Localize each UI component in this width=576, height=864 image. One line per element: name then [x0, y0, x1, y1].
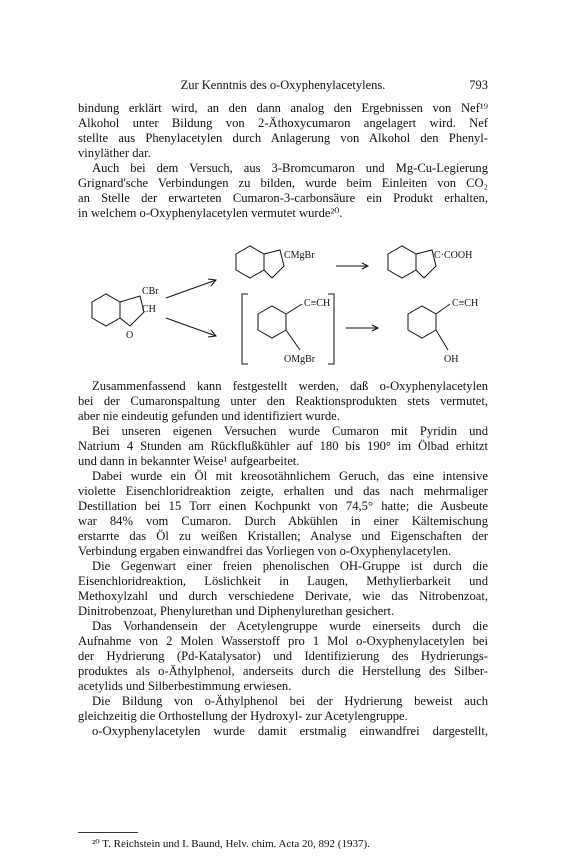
running-header	[78, 78, 488, 94]
text-line: Dinitrobenzoat, Phenylurethan und Diphenylurethan gesichert.	[78, 604, 395, 618]
arrow-down	[166, 318, 216, 336]
text-line: gleichzeitig die Orthostellung der Hydroxyl- zur Acetylengruppe.	[78, 709, 408, 723]
paragraph-9	[78, 724, 488, 739]
page-number: 793	[469, 78, 488, 92]
paragraph-1	[78, 101, 488, 161]
text-line: acetylids und Silberbestimmung erwiesen.	[78, 679, 292, 693]
label-ceqch-2: C≡CH	[452, 298, 479, 309]
arrow-up	[166, 280, 216, 298]
text-line: stellte aus Phenylacetylen durch Anlagerung von Alkohol den Phenyl-	[78, 131, 488, 145]
running-title: Zur Kenntnis des o-Oxyphenylacetylens.	[180, 78, 386, 92]
text-line: bindung erklärt wird, an den dann analog den Ergebnissen von Nef¹⁹	[78, 101, 488, 115]
furan-ring-acid	[416, 250, 436, 278]
paragraph-3	[78, 379, 488, 424]
benzene-ring-acid	[388, 246, 416, 278]
benzene-ring-phenol	[408, 306, 436, 338]
text-line: Dabei wurde ein Öl mit kreosotähnlichem Geruch, das eine intensive	[92, 469, 488, 483]
text-line: Die Bildung von o-Äthylphenol bei der Hydrierung beweist auch	[92, 694, 488, 708]
text-line: und dann in bekannter Weise¹ aufgearbeitet.	[78, 454, 300, 468]
paragraph-5	[78, 469, 488, 559]
label-oh: OH	[444, 354, 459, 365]
text-line: Aufnahme von 2 Molen Wasserstoff pro 1 Mol o-Oxyphenylacetylen bei	[78, 634, 488, 648]
furan-ring-start	[120, 296, 144, 326]
label-ch: CH	[142, 304, 156, 315]
text-line: an Stelle der erwarteten Cumaron-3-carbonsäure ein Produkt erhalten,	[78, 191, 488, 205]
text-line: Bei unseren eigenen Versuchen wurde Cumaron mit Pyridin und	[92, 424, 488, 438]
text-line: Das Vorhandensein der Acetylengruppe wurde einerseits durch die	[92, 619, 488, 633]
text-block-bottom	[78, 379, 488, 739]
paragraph-2	[78, 161, 488, 221]
text-line: Eisenchloridreaktion, Löslichkeit in Laugen, Methylierbarkeit und	[78, 574, 488, 588]
text-line: Alkohol unter Bildung von 2-Äthoxycumaron angelagert wird. Nef	[78, 116, 488, 130]
text-line: Zusammenfassend kann festgestellt werden, daß o-Oxyphenylacetylen	[92, 379, 488, 393]
text-line: erstarrte das Öl zu weißen Kristallen; Analyse und Eigenschaften der	[78, 529, 488, 543]
label-o: O	[126, 330, 134, 341]
text-line: der Hydrierung (Pd-Katalysator) und Identifizierung des Hydrierungs-	[78, 649, 488, 663]
text-line: Verbindung ergaben einwandfrei das Vorliegen von o-Oxyphenylacetylen.	[78, 544, 452, 558]
furan-ring-grignard	[264, 250, 284, 278]
text-line: bei der Cumaronspaltung unter den Reaktionsprodukten stets vermutet,	[78, 394, 488, 408]
text-line: war 84% vom Cumaron. Durch Abkühlen in einer Kältemischung	[78, 514, 488, 528]
text-line: Natrium 4 Stunden am Rückflußkühler auf 180 bis 190° im Ölbad erhitzt	[78, 439, 488, 453]
text-line: Die Gegenwart einer freien phenolischen OH-Gruppe ist durch die	[92, 559, 488, 573]
benzene-ring-start	[92, 294, 120, 326]
reaction-scheme-svg	[78, 232, 508, 372]
text-line: o-Oxyphenylacetylen wurde damit erstmalig einwandfrei dargestellt,	[92, 724, 488, 738]
benzene-ring-omgbr	[258, 306, 286, 338]
label-ceqch-1: C≡CH	[304, 298, 331, 309]
bracket-left	[242, 294, 248, 364]
text-line: Destillation bei 15 Torr einen Kochpunkt von 74,5° hatte; die Ausbeute	[78, 499, 488, 513]
text-block-top	[78, 101, 488, 221]
text-line: in welchem o-Oxyphenylacetylen vermutet wurde²⁰.	[78, 206, 343, 220]
text-line: violette Eisenchloridreaktion zeigte, erhalten und das nach mehrmaliger	[78, 484, 488, 498]
footnote: ²⁰ T. Reichstein und I. Baund, Helv. chim. Acta 20, 892 (1937).	[92, 838, 370, 850]
footnote-rule	[78, 832, 138, 833]
text-line: Grignard'sche Verbindungen zu bilden, wurde beim Einleiten von CO₂	[78, 176, 488, 190]
label-cmgbr: CMgBr	[284, 250, 315, 261]
paragraph-8	[78, 694, 488, 724]
benzene-ring-grignard	[236, 246, 264, 278]
paragraph-6	[78, 559, 488, 619]
paragraph-7	[78, 619, 488, 694]
reaction-scheme	[78, 232, 508, 372]
text-line: aber nie eindeutig gefunden und identifiziert wurde.	[78, 409, 340, 423]
text-line: produktes als o-Äthylphenol, anderseits durch die Herstellung des Silber-	[78, 664, 488, 678]
text-line: vinyläther dar.	[78, 146, 151, 160]
label-ccooh: C·COOH	[434, 250, 473, 261]
text-line: Methoxylzahl und durch verschiedene Derivate, wie das Nitrobenzoat,	[78, 589, 488, 603]
label-cbr: CBr	[142, 286, 159, 297]
paragraph-4	[78, 424, 488, 469]
label-omgbr: OMgBr	[284, 354, 316, 365]
text-line: Auch bei dem Versuch, aus 3-Bromcumaron und Mg-Cu-Legierung	[92, 161, 488, 175]
